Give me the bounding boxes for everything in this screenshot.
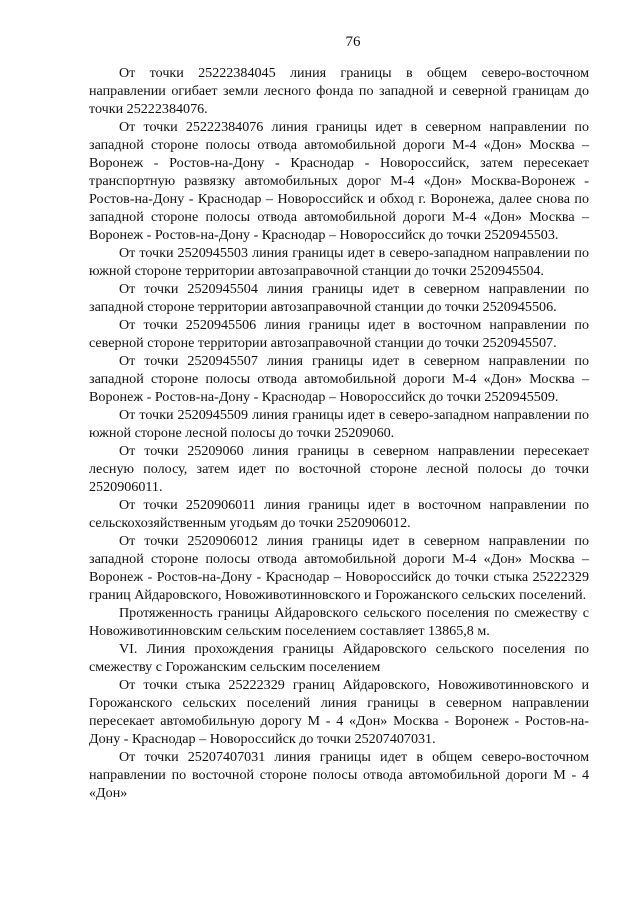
paragraph-9: От точки 2520906011 линия границы идет в восточном направлении по сельскохозяйственным угодьям до точки 2520906012. — [89, 497, 589, 531]
paragraph-2: От точки 25222384076 линия границы идет в северном направлении по западной стороне полосы отвода автомобильной дороги М-4 «Дон» Москва – Воронеж - Ростов-на-Дону - Краснодар - Новороссийск, затем пересекает транспортную развязку автомобильных дорог М-4 «Дон» Москва-Воронеж - Ростов-на-Дону - Краснодар – Новороссийск и обход г. Воронежа, далее снова по западной стороне полосы отвода автомобильной дороги М-4 «Дон» Москва – Воронеж - Ростов-на-Дону - Краснодар – Новороссийск до точки 2520945503. — [89, 119, 589, 243]
paragraph-3: От точки 2520945503 линия границы идет в северо-западном направлении по южной стороне территории автозаправочной станции до точки 2520945504. — [89, 245, 589, 279]
paragraph-1: От точки 25222384045 линия границы в общем северо-восточном направлении огибает земли лесного фонда по западной и северной границам до точки 25222384076. — [89, 65, 589, 117]
paragraph-10: От точки 2520906012 линия границы идет в северном направлении по западной стороне полосы отвода автомобильной дороги М-4 «Дон» Москва – Воронеж - Ростов-на-Дону - Краснодар – Новороссийск до точки стыка 25222329 границ Айдаровского, Новоживотинновского и Горожанского сельских поселений. — [89, 533, 589, 603]
paragraph-6: От точки 2520945507 линия границы идет в северном направлении по западной стороне полосы отвода автомобильной дороги М-4 «Дон» Москва – Воронеж - Ростов-на-Дону - Краснодар – Новороссийск до точки 2520945509. — [89, 353, 589, 405]
paragraph-8: От точки 25209060 линия границы в северном направлении пересекает лесную полосу, затем идет по восточной стороне лесной полосы до точки 2520906011. — [89, 443, 589, 495]
paragraph-4: От точки 2520945504 линия границы идет в северном направлении по западной стороне территории автозаправочной станции до точки 2520945506. — [89, 281, 589, 315]
section-heading: VI. Линия прохождения границы Айдаровского сельского поселения по смежеству с Горожанским сельским поселением — [89, 641, 589, 675]
paragraph-5: От точки 2520945506 линия границы идет в восточном направлении по северной стороне территории автозаправочной станции до точки 2520945507. — [89, 317, 589, 351]
boundary-length-summary: Протяженность границы Айдаровского сельского поселения по смежеству с Новоживотинновским сельским поселением составляет 13865,8 м. — [89, 605, 589, 639]
section-paragraph-1: От точки стыка 25222329 границ Айдаровского, Новоживотинновского и Горожанского сельских поселений линия границы в северном направлении пересекает автомобильную дорогу М - 4 «Дон» Москва - Воронеж - Ростов-на-Дону - Краснодар – Новороссийск до точки 25207407031. — [89, 677, 589, 747]
paragraph-7: От точки 2520945509 линия границы идет в северо-западном направлении по южной стороне лесной полосы до точки 25209060. — [89, 407, 589, 441]
section-paragraph-2: От точки 25207407031 линия границы идет в общем северо-восточном направлении по восточной стороне полосы отвода автомобильной дороги М - 4 «Дон» — [89, 749, 589, 801]
document-body — [89, 64, 589, 802]
page-number: 76 — [345, 34, 361, 50]
